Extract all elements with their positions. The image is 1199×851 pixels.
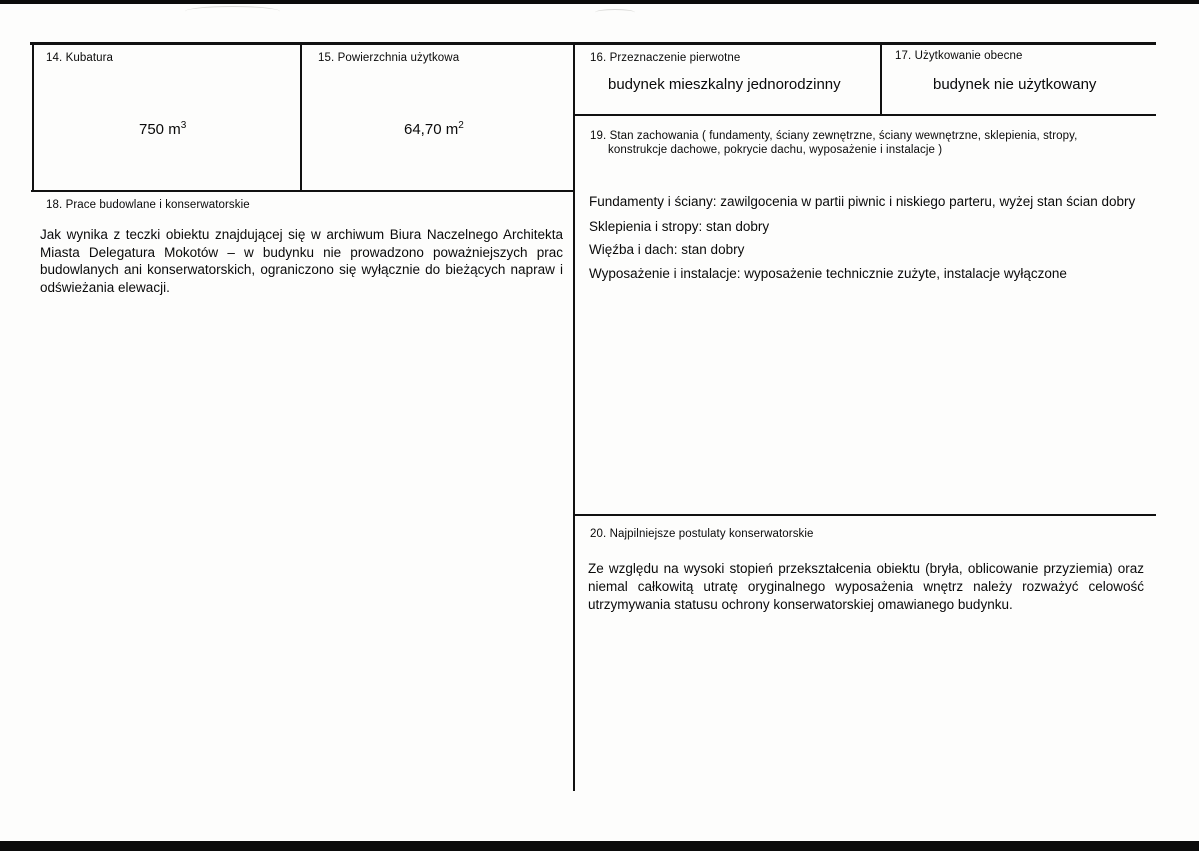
divider-cell16-cell17 (880, 45, 882, 116)
field14-label: 14. Kubatura (46, 52, 114, 64)
field14-value-text: 750 m (139, 121, 181, 138)
field19-line-wiezba: Więźba i dach: stan dobry (589, 242, 745, 257)
border-below-cells-14-15 (31, 190, 575, 192)
field16-value: budynek mieszkalny jednorodzinny (608, 76, 841, 93)
field15-value (404, 120, 464, 138)
border-below-cells-16-17 (574, 114, 1156, 116)
field17-label: 17. Użytkowanie obecne (895, 50, 1023, 62)
field19-line-sklepienia: Sklepienia i stropy: stan dobry (589, 219, 770, 234)
field19-line-fundamenty: Fundamenty i ściany: zawilgocenia w partii piwnic i niskiego parteru, wyżej stan ścian dobry (589, 194, 1136, 209)
field20-body: Ze względu na wysoki stopień przekształcenia obiektu (bryła, oblicowanie przyziemia) oraz niemal całkowitą utratę oryginalnego wyposażenia wnętrz należy rozważyć celowość utrzymywania statusu ochrony konserwatorskiej omawianego budynku. (588, 561, 1144, 612)
field15-value-text: 64,70 m (404, 121, 459, 138)
field18-body: Jak wynika z teczki obiektu znajdującej się w archiwum Biura Naczelnego Architekta Miasta Delegatura Mokotów – w budynku nie prowadzono poważniejszych prac budowlanych ani konserwatorskich, ograniczono się wyłącznie do bieżących napraw i odświeżania elewacji. (40, 227, 563, 295)
divider-main-vertical (573, 45, 575, 791)
field14-value-sup: 3 (180, 120, 187, 131)
divider-section19-section20 (574, 514, 1156, 516)
scan-top-edge (0, 0, 1199, 4)
field16-label: 16. Przeznaczenie pierwotne (590, 52, 741, 64)
scan-crease-artifact (185, 6, 280, 17)
field19-line-wyposazenie: Wyposażenie i instalacje: wyposażenie technicznie zużyte, instalacje wyłączone (589, 266, 1067, 281)
field19-label-line2: konstrukcje dachowe, pokrycie dachu, wyposażenie i instalacje ) (608, 144, 943, 156)
field15-value-sup: 2 (458, 120, 464, 131)
field19-label-line1: 19. Stan zachowania ( fundamenty, ściany zewnętrzne, ściany wewnętrzne, sklepienia, stropy, (590, 130, 1078, 142)
cell14-left-border (32, 45, 34, 192)
divider-cell14-cell15 (300, 45, 302, 192)
scan-bottom-edge (0, 841, 1199, 851)
field15-label: 15. Powierzchnia użytkowa (318, 52, 460, 64)
field14-value (139, 120, 186, 138)
scan-crease-artifact (595, 9, 635, 16)
field17-value: budynek nie użytkowany (933, 76, 1097, 93)
form-top-rule (30, 42, 1156, 45)
field20-label: 20. Najpilniejsze postulaty konserwatorskie (590, 528, 814, 540)
field18-label: 18. Prace budowlane i konserwatorskie (46, 199, 250, 211)
